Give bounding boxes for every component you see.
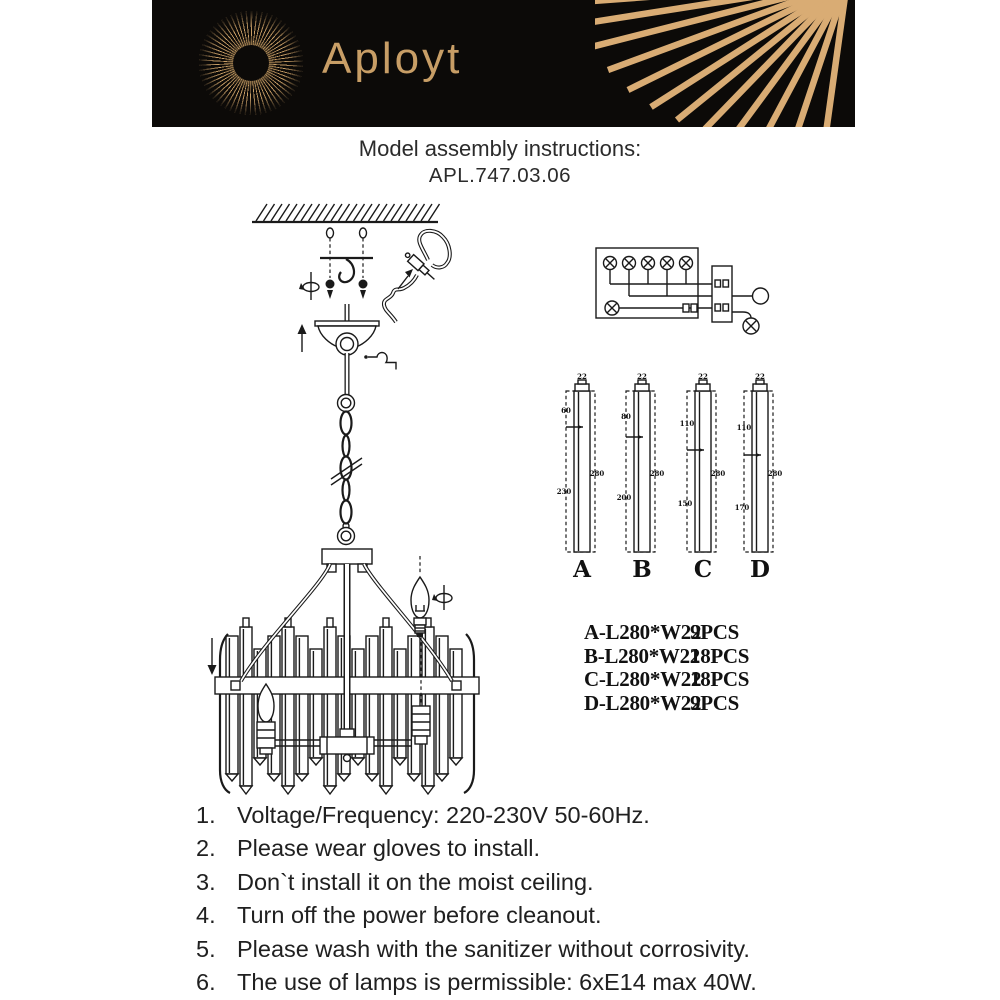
instruction-item — [196, 832, 876, 865]
parts-list-row — [584, 690, 739, 715]
svg-text:170: 170 — [734, 503, 750, 512]
svg-text:C: C — [693, 556, 713, 583]
brand-name: Aployt — [322, 34, 463, 83]
svg-text:D: D — [750, 556, 770, 583]
instruction-item — [196, 966, 876, 999]
crystal-piece-d — [735, 372, 783, 583]
svg-text:22: 22 — [577, 372, 587, 381]
page-title: Model assembly instructions: — [358, 136, 642, 161]
part-qty: 9PCS — [690, 690, 739, 715]
up-arrow-icon — [298, 324, 307, 352]
svg-text:200: 200 — [616, 493, 632, 502]
instruction-text: Please wash with the sanitizer without corrosivity. — [237, 935, 750, 962]
drum-frame-right — [464, 634, 474, 793]
instructions-list — [196, 799, 876, 999]
part-qty: 18PCS — [690, 643, 750, 668]
model-number: APL.747.03.06 — [428, 164, 572, 187]
instruction-item — [196, 933, 876, 966]
crystal-piece-c — [678, 372, 726, 583]
instruction-number: 2. — [196, 835, 216, 862]
down-arrow-icon — [208, 638, 217, 675]
ceiling-hook-icon — [339, 259, 354, 282]
instruction-number: 6. — [196, 969, 216, 996]
crystal-piece-a — [557, 372, 605, 583]
power-wire — [384, 231, 450, 322]
chain-shorten-mark — [331, 458, 362, 485]
instruction-text: The use of lamps is permissible: 6xE14 max 40W. — [237, 969, 757, 996]
part-label: D-L280*W22 — [584, 690, 702, 715]
lamp-symbols-row — [604, 257, 693, 270]
anchor-bolt-left — [326, 228, 335, 299]
svg-text:60: 60 — [561, 406, 571, 415]
svg-text:230: 230 — [556, 487, 572, 496]
wiring-diagram — [596, 248, 769, 334]
instruction-item — [196, 899, 876, 932]
svg-text:280: 280 — [767, 469, 783, 478]
parts-list-row — [584, 667, 750, 691]
parts-list-row — [584, 643, 750, 668]
instruction-text: Don`t install it on the moist ceiling. — [237, 868, 594, 895]
instruction-text: Voltage/Frequency: 220-230V 50-60Hz. — [237, 802, 650, 828]
svg-text:B: B — [632, 556, 652, 583]
svg-text:280: 280 — [649, 469, 665, 478]
anchor-bolt-right — [359, 228, 368, 299]
crystal-piece-b — [617, 372, 665, 583]
instruction-number: 1. — [196, 802, 216, 828]
svg-text:280: 280 — [589, 469, 605, 478]
ceiling-hatch — [252, 204, 440, 222]
hook-clip-icon — [364, 353, 396, 370]
part-qty: 9PCS — [690, 620, 739, 644]
rotate-icon-top — [299, 272, 319, 300]
svg-text:80: 80 — [621, 412, 631, 421]
part-label: B-L280*W22 — [584, 643, 701, 668]
instruction-number: 4. — [196, 902, 216, 929]
terminal-block — [712, 266, 732, 322]
instruction-number: 3. — [196, 868, 216, 895]
svg-text:22: 22 — [698, 372, 708, 381]
part-label: A-L280*W22 — [584, 620, 702, 644]
parts-list-row — [584, 620, 739, 644]
inner-socket-right — [412, 706, 430, 744]
rotate-icon-bulb — [432, 585, 452, 610]
svg-text:110: 110 — [679, 419, 695, 428]
instruction-item — [196, 799, 876, 832]
svg-text:150: 150 — [677, 499, 693, 508]
instruction-item — [196, 866, 876, 899]
parts-list — [584, 620, 750, 715]
svg-text:280: 280 — [710, 469, 726, 478]
part-qty: 18PCS — [690, 667, 750, 691]
svg-text:22: 22 — [755, 372, 765, 381]
instruction-text: Turn off the power before cleanout. — [237, 902, 602, 929]
instruction-number: 5. — [196, 935, 216, 962]
part-label: C-L280*W22 — [584, 667, 702, 691]
svg-text:A: A — [573, 556, 591, 583]
neutral-circle — [753, 288, 769, 304]
chain — [331, 353, 362, 545]
instruction-text: Please wear gloves to install. — [237, 835, 541, 862]
canopy — [315, 304, 379, 355]
svg-text:110: 110 — [736, 423, 752, 432]
svg-text:22: 22 — [637, 372, 647, 381]
